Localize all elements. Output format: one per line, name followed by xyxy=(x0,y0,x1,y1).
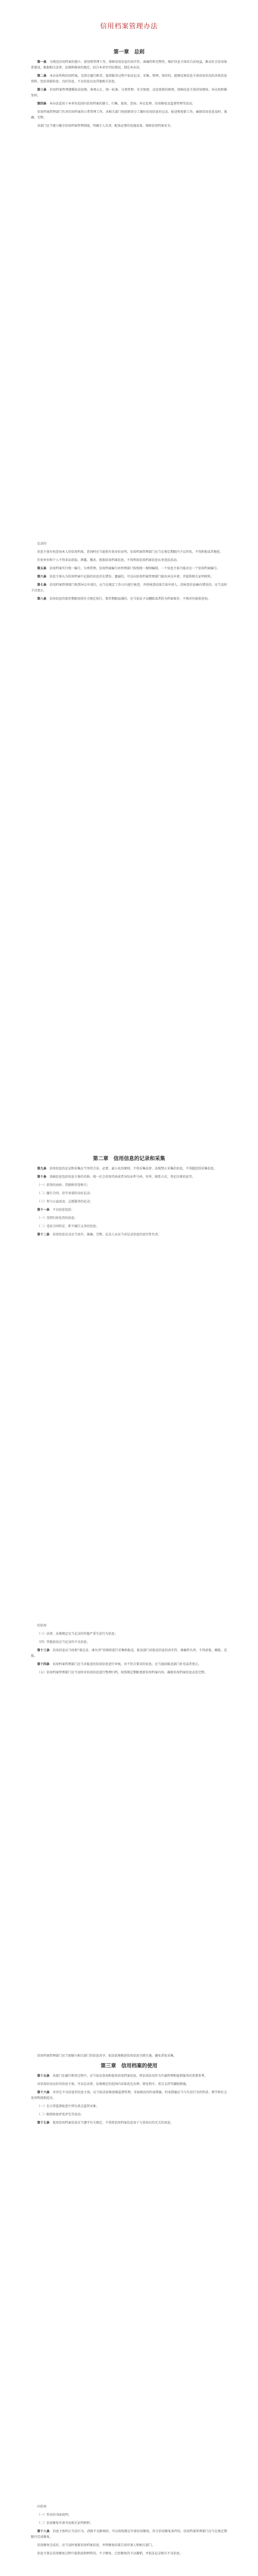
paragraph-text: 信用档案管理部门应当对报送的信用信息进行审核，对不符合要求的信息，应当退回报送部门补充或者更正。 xyxy=(53,1663,202,1666)
paragraph-text: （五）信用档案管理部门应当及时对信用信息进行整理归档，按照规定期限更新信用档案内容，确保信用档案信息动态完整。 xyxy=(37,1671,208,1674)
paragraph xyxy=(31,2081,227,2087)
paragraph xyxy=(31,2112,227,2117)
paragraph-text: 信用档案管理部门收到异议申请后，应当在规定工作日内进行核查，并将核查结果告知申请人。经核查信息确有错误的，应当及时予以更正。 xyxy=(31,583,227,592)
paragraph xyxy=(31,1215,227,1221)
paragraph-text: 信用档案实行统一编号、分类管理。信用档案编号由管理部门按照统一规则编制，一个信息主体只能对应一个信用档案编号。 xyxy=(50,567,220,570)
chapter-heading: 第一章 总则 xyxy=(114,49,144,55)
paragraph xyxy=(31,1174,227,1180)
paragraph xyxy=(31,1232,227,1238)
paragraph xyxy=(31,2104,227,2109)
article-number: 第十八条 xyxy=(37,2530,50,2533)
article-number: 第七条 xyxy=(37,583,47,587)
paragraph xyxy=(31,2053,227,2059)
paragraph-text: 信息主体认为信用档案中记载的信息存在错误、遗漏的，可以向信用档案管理部门提出异议申请，并提供相关证明材料。 xyxy=(50,575,214,579)
paragraph-text: 本办法适用于本单位范围内信用档案的建立、归集、使用、查询、异议处理、信用修复及监督管理等活动。 xyxy=(50,102,196,106)
paragraph xyxy=(31,2073,227,2079)
article-number: 第十四条 xyxy=(37,1663,50,1666)
paragraph-text: （三）参与公益活动、志愿服务的记录； xyxy=(37,1200,93,1204)
paragraph xyxy=(31,1670,227,1675)
paragraph xyxy=(31,1191,227,1196)
paragraph xyxy=(31,1631,227,1637)
paragraph xyxy=(31,1207,227,1213)
paragraph xyxy=(31,557,227,563)
paragraph-text: 信用修复完成后，应当及时更新信用档案信息，并将修复结果告知申请人和相关部门。 xyxy=(37,2544,155,2547)
paragraph xyxy=(31,1166,227,1172)
paragraph-text: 信用信息应当按照“谁记录、谁负责”的原则进行采集和报送，报送部门对报送信息的真实性、准确性负责，不得虚报、瞒报、迟报。 xyxy=(31,1649,227,1658)
paragraph-text: 任何单位和个人不得非法获取、泄露、篡改、毁损信用档案信息，不得利用信用档案信息从事违法活动。 xyxy=(37,558,180,562)
paragraph-text: （一）获得的表彰、奖励和荣誉称号； xyxy=(37,1183,90,1187)
paragraph xyxy=(31,73,227,84)
paragraph-text: 信息主体纠正失信行为、消除不良影响的，可以按照规定申请信用修复。符合信用修复条件的，信用档案管理部门应当在规定期限内完成修复。 xyxy=(31,2530,227,2539)
article-number: 第四条 xyxy=(37,102,47,106)
paragraph-text: 向信用 xyxy=(37,2505,47,2509)
article-number: 第十三条 xyxy=(37,1649,50,1652)
article-number: 第十五条 xyxy=(37,2074,50,2078)
paragraph xyxy=(31,1224,227,1229)
paragraph-text: （二）信用修复申请书及相关证明材料； xyxy=(37,2521,93,2525)
paragraph xyxy=(31,59,227,71)
article-number: 第十六条 xyxy=(37,2091,50,2094)
article-number: 第十七条 xyxy=(37,2121,50,2125)
paragraph-text: （二）履行合同、信守承诺的良好记录； xyxy=(37,1192,93,1195)
paragraph xyxy=(31,123,227,129)
paragraph xyxy=(31,1199,227,1205)
article-number: 第三条 xyxy=(37,88,47,92)
paragraph xyxy=(31,1662,227,1667)
text-section xyxy=(31,1154,227,1240)
article-number: 第八条 xyxy=(37,597,47,601)
paragraph xyxy=(31,87,227,98)
paragraph xyxy=(31,566,227,571)
paragraph-text: （一）在日常监督检查中列为重点监管对象； xyxy=(37,2105,100,2108)
paragraph-text: 对信用状况良好的信息主体，可以在法律、法规规定的范围内采取优先办理、简化程序、重点支持等激励措施。 xyxy=(37,2082,189,2086)
paragraph-text: 各部门在履行职责过程中，应当依法查询和使用信用档案信息，将信用状况作为实施管理和提供服务的重要参考。 xyxy=(53,2074,208,2078)
paragraph xyxy=(31,541,227,547)
chapter-heading: 第三章 信用档案的使用 xyxy=(101,2063,157,2069)
paragraph xyxy=(31,2090,227,2101)
article-number: 第九条 xyxy=(37,1167,47,1171)
paragraph-text: （二）限制参加评优评先等活动； xyxy=(37,2113,84,2116)
paragraph-text: 本办法所称信用档案，是指在履行职责、提供服务过程中依法记录、采集、整理、保存的，能够反映信息主体信用状况的各类信息资料，包括基础信息、良好信息、不良信息以及其他相关信息。 xyxy=(31,74,227,83)
paragraph-text: 信用信息的记录和采集应当坚持合法、必要、最小化的原则，不得采集法律、法规禁止采集的信息，不得超范围采集信息。 xyxy=(50,1167,217,1171)
paragraph xyxy=(31,2520,227,2526)
paragraph-text: 各部门应当建立健全信用档案管理制度，明确专人负责，配备必要的设施设备，保障信用档案安全。 xyxy=(37,124,174,128)
article-number: 第十条 xyxy=(37,1175,47,1179)
paragraph-text: （三）法律、法规规定应当记录的其他严重失信行为信息； xyxy=(37,1632,118,1636)
paragraph xyxy=(31,2543,227,2548)
text-section xyxy=(31,2504,227,2559)
paragraph xyxy=(31,582,227,594)
article-number: 第一条 xyxy=(37,60,47,64)
paragraph-text: （四）其他依法应当记录的不良信息。 xyxy=(37,1640,90,1644)
paragraph xyxy=(31,596,227,602)
paragraph xyxy=(31,1182,227,1188)
paragraph xyxy=(31,574,227,580)
chapter-heading: 第二章 信用信息的记录和采集 xyxy=(93,1156,165,1162)
paragraph-text: 基础信息包括信息主体的名称、统一社会信用代码或者身份证件号码、住所、联系方式、登记注册信息等。 xyxy=(50,1175,196,1179)
text-section xyxy=(31,2053,227,2128)
paragraph-text: （一）作出的书面说明； xyxy=(37,2513,72,2517)
paragraph-text: 信息主体在信用修复过程中提供虚假材料的，不予修复，已经修复的予以撤销，并依法记录相关不良信息。 xyxy=(37,2552,183,2555)
paragraph-text: 信用信息记录应当真实、准确、完整，记录人员应当对记录信息的真实性负责。 xyxy=(53,1233,162,1236)
paragraph xyxy=(31,1623,227,1629)
paragraph-text: （二）违反合同约定、拒不履行义务的信息； xyxy=(37,1225,100,1228)
text-section xyxy=(31,541,227,604)
paragraph-text: 为规范信用档案的建立、使用和管理工作，保障信用信息的真实性、准确性和完整性，维护信息主体的合法权益，推动社会信用体系建设，根据相关法律、法规和规章的规定，结合本单位实际情况，制定本办法。 xyxy=(31,60,227,70)
paragraph-text: （一）受到行政处罚的信息； xyxy=(37,1216,78,1220)
text-section xyxy=(31,1623,227,1678)
paragraph-text: 信息主体有权查询本人的信用档案。查询时应当提供有效身份证明，信用档案管理部门应当在规定期限内予以答复，不得拒绝或者拖延。 xyxy=(37,550,223,554)
paragraph xyxy=(31,2512,227,2518)
paragraph-text: 不良信息包括： xyxy=(53,1208,75,1212)
paragraph-text: 的信用 xyxy=(37,1624,47,1628)
paragraph-text: 使用信用档案信息应当遵守有关规定，不得将信用档案信息用于与查询目的无关的用途。 xyxy=(53,2121,174,2125)
paragraph-text: 信用信息的保存期限按照有关规定执行，保存期限届满的，应当依法予以删除或者转为档案保存，不再对外提供查询。 xyxy=(50,597,211,601)
paragraph xyxy=(31,101,227,107)
text-section xyxy=(31,47,227,131)
article-number: 第五条 xyxy=(37,567,47,570)
paragraph xyxy=(31,1648,227,1659)
paragraph xyxy=(31,2551,227,2556)
paragraph xyxy=(31,2529,227,2540)
paragraph-text: 信用档案管理遵循依法依规、客观公正、统一标准、分类管理、安全保密、动态更新的原则，保障信息主体的知情权、异议权和修复权。 xyxy=(31,88,227,97)
article-number: 第十二条 xyxy=(37,1233,50,1236)
paragraph-text: 记录的 xyxy=(37,542,47,546)
paragraph xyxy=(31,1639,227,1645)
article-number: 第十一条 xyxy=(37,1208,50,1212)
paragraph xyxy=(31,2120,227,2126)
article-number: 第二条 xyxy=(37,74,47,78)
document-title: 信用档案管理办法 xyxy=(100,23,158,30)
paragraph xyxy=(31,109,227,121)
paragraph-text: 信用档案管理部门负责信用档案的日常管理工作，各相关部门按照职责分工做好信用信息的记录、报送和更新工作，确保信用信息及时、准确、完整。 xyxy=(31,110,227,120)
paragraph-text: 对存在不良信息的信息主体，应当依法依规加强监督管理，采取相应的约束措施，约束措施应当与失信行为的性质、情节和社会危害程度相适应。 xyxy=(31,2091,227,2100)
article-number: 第六条 xyxy=(37,575,47,579)
paragraph xyxy=(31,549,227,555)
paragraph xyxy=(31,2504,227,2510)
paragraph-text: 信用档案管理部门应当加强与相关部门的信息共享，依法依规推进信用信息互联互通，避免重复采集。 xyxy=(37,2054,177,2058)
